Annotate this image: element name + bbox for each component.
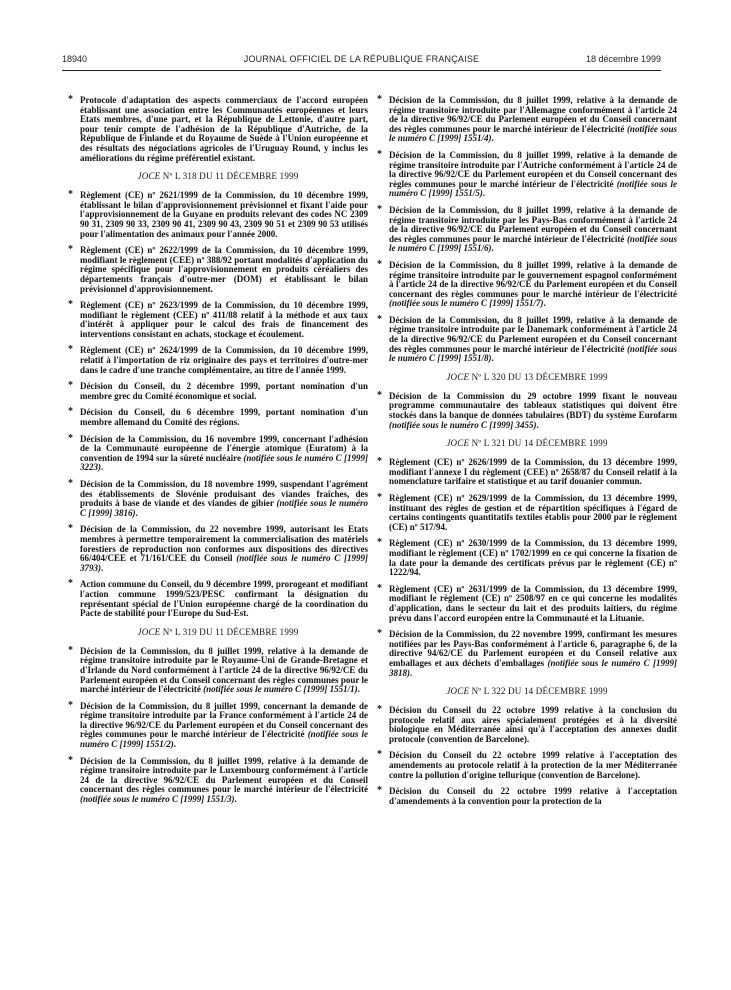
entry-main-text: Règlement (CE) nº 2626/1999 de la Commission, du 13 décembre 1999, modifiant l'annexe I du règlement (CEE) nº 2658/87 du Conseil relatif à la nomenclature tarifaire et statistique et au tarif douanier commun. bbox=[389, 457, 677, 487]
entry-text bbox=[389, 315, 677, 363]
notification-reference: (notifiée sous le numéro C [1999] 1551/7) bbox=[389, 298, 544, 309]
notification-reference: (notifiée sous le numéro C [1999] 3455) bbox=[389, 419, 537, 430]
entry-tail: . bbox=[410, 667, 413, 678]
list-item bbox=[68, 191, 368, 239]
asterisk-marker: * bbox=[68, 754, 73, 766]
entry-text bbox=[389, 538, 677, 577]
entry-text bbox=[80, 407, 368, 427]
asterisk-marker: * bbox=[377, 258, 382, 270]
asterisk-marker: * bbox=[68, 299, 73, 311]
section-heading-text: Nº L 321 DU 14 DÉCEMBRE 1999 bbox=[469, 438, 608, 449]
section-heading bbox=[377, 686, 677, 696]
list-item bbox=[68, 699, 368, 750]
entry-text bbox=[80, 646, 368, 694]
asterisk-marker: * bbox=[68, 406, 73, 418]
page-header bbox=[62, 54, 661, 68]
entry-text bbox=[80, 300, 368, 339]
asterisk-marker: * bbox=[68, 380, 73, 392]
entry-main-text: Règlement (CE) nº 2622/1999 de la Commission, du 10 décembre 1999, modifiant le règlement (CEE) nº 388/92 portant modalités d'application du régime spécifique pour l'approvisionnement en produits céréaliers des départements français d'outre-mer (DOM) et établissant le bilan prévisionnel d'approvisionnement. bbox=[80, 245, 368, 294]
list-item bbox=[68, 480, 368, 518]
asterisk-marker: * bbox=[68, 189, 73, 201]
entry-main-text: Décision du Conseil du 22 octobre 1999 relative à l'acceptation d'amendements à la convention pour la protection de la bbox=[389, 786, 677, 806]
entry-main-text: Décision de la Commission, du 8 juillet 1999, concernant la demande de régime transitoire introduite par la France conformément à l'article 24 de la directive 96/92/CE du Parlement européen et du Conseil concernant des règles communes pour le marché intérieur de l'électricité bbox=[80, 700, 368, 740]
asterisk-marker: * bbox=[68, 244, 73, 256]
entry-main-text: Décision de la Commission, du 16 novembre 1999, concernant l'adhésion de la Communauté européenne de l'énergie atomique (Euratom) à la convention de 1994 sur la sûreté nucléaire bbox=[80, 433, 368, 463]
asterisk-marker: * bbox=[68, 344, 73, 356]
asterisk-marker: * bbox=[68, 432, 73, 444]
entry-text bbox=[389, 629, 677, 677]
entry-main-text: Règlement (CE) nº 2624/1999 de la Commission, du 10 décembre 1999, relatif à l'importation de riz originaire des pays et territoires d'outre-mer dans le cadre d'une tranche complémentaire, au titre de l'année 1999. bbox=[80, 345, 368, 375]
notification-reference: (notifiée sous le numéro C [1999] 3816) bbox=[80, 498, 368, 518]
list-item bbox=[377, 258, 677, 309]
entry-main-text: Décision du Conseil du 22 octobre 1999 relative à l'acceptation des amendements au protocole relatif à la protection de la mer Méditerranée contre la pollution d'origine tellurique (convention de Barcelone). bbox=[389, 750, 677, 780]
list-item bbox=[377, 203, 677, 254]
entry-tail: . bbox=[491, 353, 494, 364]
list-item bbox=[68, 246, 368, 294]
entry-main-text: Décision de la Commission du 29 octobre 1999 fixant le nouveau programme communautaire des tableaux statistiques qui doivent être stockés dans la banque de données tabulaires (BDT) du système Eurofarm bbox=[389, 390, 677, 421]
right-column bbox=[377, 96, 677, 813]
entry-tail: . bbox=[357, 684, 360, 695]
section-heading-text: Nº L 318 DU 11 DÉCEMBRE 1999 bbox=[160, 171, 299, 182]
journal-abbrev: JOCE bbox=[137, 626, 161, 637]
journal-abbrev: JOCE bbox=[446, 371, 470, 382]
section-heading-text: Nº L 320 DU 13 DÉCEMBRE 1999 bbox=[469, 371, 608, 382]
entry-tail: . bbox=[491, 243, 494, 254]
list-item bbox=[377, 706, 677, 744]
page-number: 18940 bbox=[62, 54, 88, 64]
list-item bbox=[68, 96, 368, 163]
list-item bbox=[68, 644, 368, 695]
entry-main-text: Protocole d'adaptation des aspects commerciaux de l'accord européen établissant une association entre les Communautés européennes et leurs Etats membres, d'une part, et la République de Lettonie, d'autre part, pour tenir compte de l'adhésion de la République d'Autriche, de la République de Finlande et du Royaume de Suède à l'Union européenne et des résultats des négociations agricoles de l'Uruguay Round, y inclus les améliorations du régime préférentiel existant. bbox=[80, 95, 368, 163]
list-item bbox=[377, 313, 677, 364]
section-heading bbox=[68, 171, 368, 181]
entry-text bbox=[80, 434, 368, 473]
entry-main-text: Décision de la Commission, du 8 juillet 1999, relative à la demande de régime transitoire introduite par le Luxembourg conformément à l'article 24 de la directive 96/92/CE du Parlement européen et du Conseil concernant des règles communes pour le marché intérieur de l'électricité bbox=[80, 755, 368, 795]
list-item bbox=[68, 408, 368, 427]
entry-main-text: Décision de la Commission, du 8 juillet 1999, relative à la demande de régime transitoire introduite par les Pays-Bas conformément à l'article 24 de la directive 96/92/CE du Parlement européen et du Conseil concernant des règles communes pour le marché intérieur de l'électricité bbox=[389, 204, 677, 244]
journal-abbrev: JOCE bbox=[446, 438, 470, 449]
list-item bbox=[68, 432, 368, 473]
asterisk-marker: * bbox=[377, 313, 382, 325]
list-item bbox=[68, 382, 368, 401]
section-heading-text: Nº L 322 DU 14 DÉCEMBRE 1999 bbox=[469, 686, 608, 697]
entry-main-text: Règlement (CE) nº 2629/1999 de la Commission, du 13 décembre 1999, instituant des règles de gestion et de répartition spécifiques à l'égard de certains contingents quantitatifs textiles établis pour 2000 par le règlement (CE) nº 517/94. bbox=[389, 493, 677, 532]
asterisk-marker: * bbox=[377, 203, 382, 215]
list-item bbox=[377, 582, 677, 623]
entry-tail: . bbox=[543, 298, 546, 309]
asterisk-marker: * bbox=[68, 523, 73, 535]
list-item bbox=[377, 389, 677, 430]
section-heading bbox=[377, 438, 677, 448]
entry-tail: . bbox=[491, 133, 494, 144]
entry-main-text: Règlement (CE) nº 2621/1999 de la Commission, du 10 décembre 1999, établissant le bilan d'approvisionnement prévisionnel et fixant l'aide pour l'approvisionnement de la Guyane en produits relevant des codes NC 2309 90 31, 2309 90 33, 2309 90 41, 2309 90 43, 2309 90 51 et 2309 90 53 utilisés pour l'alimentation des animaux pour l'année 2000. bbox=[80, 190, 368, 239]
asterisk-marker: * bbox=[377, 389, 382, 401]
section-heading-text: Nº L 319 DU 11 DÉCEMBRE 1999 bbox=[160, 626, 299, 637]
list-item bbox=[377, 787, 677, 806]
asterisk-marker: * bbox=[377, 704, 382, 716]
entry-text bbox=[389, 750, 677, 779]
notification-reference: (notifiée sous le numéro C [1999] 3793) bbox=[80, 553, 368, 573]
list-item bbox=[377, 494, 677, 532]
entry-main-text: Décision de la Commission, du 8 juillet 1999, relative à la demande de régime transitoire introduite par l'Autriche conformément à l'article 24 de la directive 96/92/CE du Parlement européen et du Conseil concernant des règles communes pour le marché intérieur de l'électricité bbox=[389, 149, 677, 189]
asterisk-marker: * bbox=[377, 94, 382, 105]
list-item bbox=[68, 301, 368, 339]
entry-text bbox=[389, 786, 677, 806]
entry-text bbox=[389, 205, 677, 253]
notification-reference: (notifiée sous le numéro C [1999] 1551/1) bbox=[203, 684, 358, 695]
entry-tail: . bbox=[101, 562, 104, 573]
list-item bbox=[68, 580, 368, 618]
entry-main-text: Décision de la Commission, du 8 juillet 1999, relative à la demande de régime transitoire introduite par le Royaume-Uni de Grande-Bretagne et d'Irlande du Nord conformément à l'article 24 de la directive 96/92/CE du Parlement européen et du Conseil concernant des règles communes pour le marché intérieur de l'électricité bbox=[80, 645, 368, 695]
entry-main-text: Décision de la Commission, du 18 novembre 1999, suspendant l'agrément des établissements de Slovénie produisant des viandes fraîches, des produits à base de viande et des viandes de gibier bbox=[80, 479, 368, 509]
entry-text bbox=[389, 457, 677, 486]
entry-main-text: Action commune du Conseil, du 9 décembre 1999, prorogeant et modifiant l'action commune 1999/523/PESC confirmant la désignation du représentant spécial de l'Union européenne chargé de la coordination du Pacte de stabilité pour l'Europe du Sud-Est. bbox=[80, 579, 368, 619]
asterisk-marker: * bbox=[377, 537, 382, 549]
entry-main-text: Décision de la Commission, du 8 juillet 1999, relative à la demande de régime transitoire introduite par le gouvernement espagnol conformément à l'article 24 de la directive 96/92/CE du Parlement européen et du Conseil concernant des règles communes pour le marché intérieur de l'électricité bbox=[389, 259, 677, 299]
entry-text bbox=[80, 701, 368, 749]
section-heading bbox=[68, 627, 368, 637]
entry-main-text: Règlement (CE) nº 2623/1999 de la Commission, du 10 décembre 1999, modifiant le règlement (CEE) nº 411/88 relatif à la méthode et aux taux d'intérêt à appliquer pour le calcul des frais de financement des interventions consistant en achats, stockage et écoulement. bbox=[80, 300, 368, 339]
notification-reference: (notifiée sous le numéro C [1999] 1551/3) bbox=[80, 794, 235, 805]
notification-reference: (notifiée sous le numéro C [1999] 1551/8) bbox=[389, 343, 677, 364]
list-item bbox=[377, 751, 677, 780]
entry-main-text: Décision de la Commission, du 22 novembre 1999, confirmant les mesures notifiées par les Pays-Bas conformément à l'article 6, paragraphe 6, de la directive 94/62/CE du Parlement européen et du Conseil relative aux emballages et aux déchets d'emballages bbox=[389, 629, 677, 668]
entry-tail: . bbox=[234, 794, 237, 805]
entry-tail: . bbox=[536, 419, 539, 430]
list-item bbox=[377, 539, 677, 577]
entry-tail: . bbox=[101, 462, 104, 473]
notification-reference: (notifiée sous le numéro C [1999] 3818) bbox=[389, 657, 677, 678]
entry-main-text: Décision du Conseil, du 6 décembre 1999, portant nomination d'un membre allemand du Comité des régions. bbox=[80, 407, 368, 428]
entry-text bbox=[389, 584, 677, 623]
notification-reference: (notifiée sous le numéro C [1999] 1551/6) bbox=[389, 233, 677, 254]
section-heading bbox=[377, 372, 677, 382]
entry-text bbox=[80, 190, 368, 238]
asterisk-marker: * bbox=[68, 644, 73, 656]
journal-title: JOURNAL OFFICIEL DE LA RÉPUBLIQUE FRANÇAISE bbox=[243, 54, 480, 64]
asterisk-marker: * bbox=[377, 492, 382, 503]
list-item bbox=[68, 525, 368, 573]
entry-text bbox=[80, 524, 368, 572]
entry-text bbox=[389, 493, 677, 532]
list-item bbox=[68, 346, 368, 375]
list-item bbox=[377, 458, 677, 487]
list-item bbox=[377, 630, 677, 678]
asterisk-marker: * bbox=[377, 456, 382, 468]
asterisk-marker: * bbox=[377, 628, 382, 640]
header-rule bbox=[62, 70, 661, 71]
issue-date: 18 décembre 1999 bbox=[585, 54, 661, 64]
asterisk-marker: * bbox=[68, 578, 73, 590]
entry-text bbox=[80, 245, 368, 293]
entry-text bbox=[389, 150, 677, 198]
asterisk-marker: * bbox=[377, 749, 382, 761]
notification-reference: (notifiée sous le numéro C [1999] 3223) bbox=[80, 452, 368, 473]
entry-tail: . bbox=[135, 507, 138, 518]
list-item bbox=[68, 754, 368, 805]
entry-main-text: Règlement (CE) nº 2631/1999 de la Commission, du 13 décembre 1999, modifiant le règlement (CE) nº 2508/97 en ce qui concerne les modalités d'application, dans le secteur du lait et des produits laitiers, du régime prévu dans l'accord européen entre la Communauté et la Lituanie. bbox=[389, 583, 677, 623]
notification-reference: (notifiée sous le numéro C [1999] 1551/4) bbox=[389, 123, 677, 144]
entry-main-text: Décision du Conseil du 22 octobre 1999 relative à la conclusion du protocole relatif aux aires spécialement protégées et à la diversité biologique en Méditerranée ainsi qu'à l'acceptation des annexes dudit protocole (convention de Barcelone). bbox=[389, 705, 677, 744]
entry-text bbox=[389, 705, 677, 744]
asterisk-marker: * bbox=[377, 148, 382, 160]
asterisk-marker: * bbox=[68, 94, 73, 105]
entry-tail: . bbox=[482, 188, 486, 199]
list-item bbox=[377, 96, 677, 144]
notification-reference: (notifiée sous le numéro C [1999] 1551/2) bbox=[80, 729, 368, 750]
asterisk-marker: * bbox=[377, 785, 382, 797]
notification-reference: (notifiée sous le numéro C [1999] 1551/5) bbox=[389, 178, 677, 199]
asterisk-marker: * bbox=[68, 478, 73, 489]
entry-text bbox=[80, 345, 368, 374]
entry-main-text: Décision de la Commission, du 22 novembre 1999, autorisant les Etats membres à permettre temporairement la commercialisation des matériels forestiers de reproduction non conformes aux dispositions des directives 66/404/CEE et 71/161/CEE du Conseil bbox=[80, 524, 368, 564]
journal-abbrev: JOCE bbox=[137, 171, 161, 182]
entry-text bbox=[80, 579, 368, 618]
entry-text bbox=[80, 95, 368, 163]
entry-text bbox=[80, 381, 368, 401]
entry-text bbox=[389, 391, 677, 430]
list-item bbox=[377, 148, 677, 199]
entry-text bbox=[80, 479, 368, 518]
entry-main-text: Règlement (CE) nº 2630/1999 de la Commission, du 13 décembre 1999, modifiant le règlement (CE) nº 1702/1999 en ce qui concerne la fixation de la date pour la demande des certificats prévus par le règlement (CE) nº 1222/94. bbox=[389, 538, 677, 578]
entry-main-text: Décision du Conseil, du 2 décembre 1999, portant nomination d'un membre grec du Comité économique et social. bbox=[80, 381, 368, 401]
left-column bbox=[68, 96, 368, 812]
entry-main-text: Décision de la Commission, du 8 juillet 1999, relative à la demande de régime transitoire introduite par l'Allemagne conformément à l'article 24 de la directive 96/92/CE du Parlement européen et du Conseil concernant des règles communes pour le marché intérieur de l'électricité bbox=[389, 95, 677, 134]
entry-main-text: Décision de la Commission, du 8 juillet 1999, relative à la demande de régime transitoire introduite par le Danemark conformément à l'article 24 de la directive 96/92/CE du Parlement européen et du Conseil concernant des règles communes pour le marché intérieur de l'électricité bbox=[389, 314, 677, 354]
entry-text bbox=[80, 756, 368, 804]
entry-tail: . bbox=[173, 739, 177, 750]
journal-abbrev: JOCE bbox=[446, 686, 470, 697]
entry-text bbox=[389, 260, 677, 308]
entry-text bbox=[389, 95, 677, 143]
asterisk-marker: * bbox=[377, 582, 382, 594]
asterisk-marker: * bbox=[68, 699, 73, 711]
